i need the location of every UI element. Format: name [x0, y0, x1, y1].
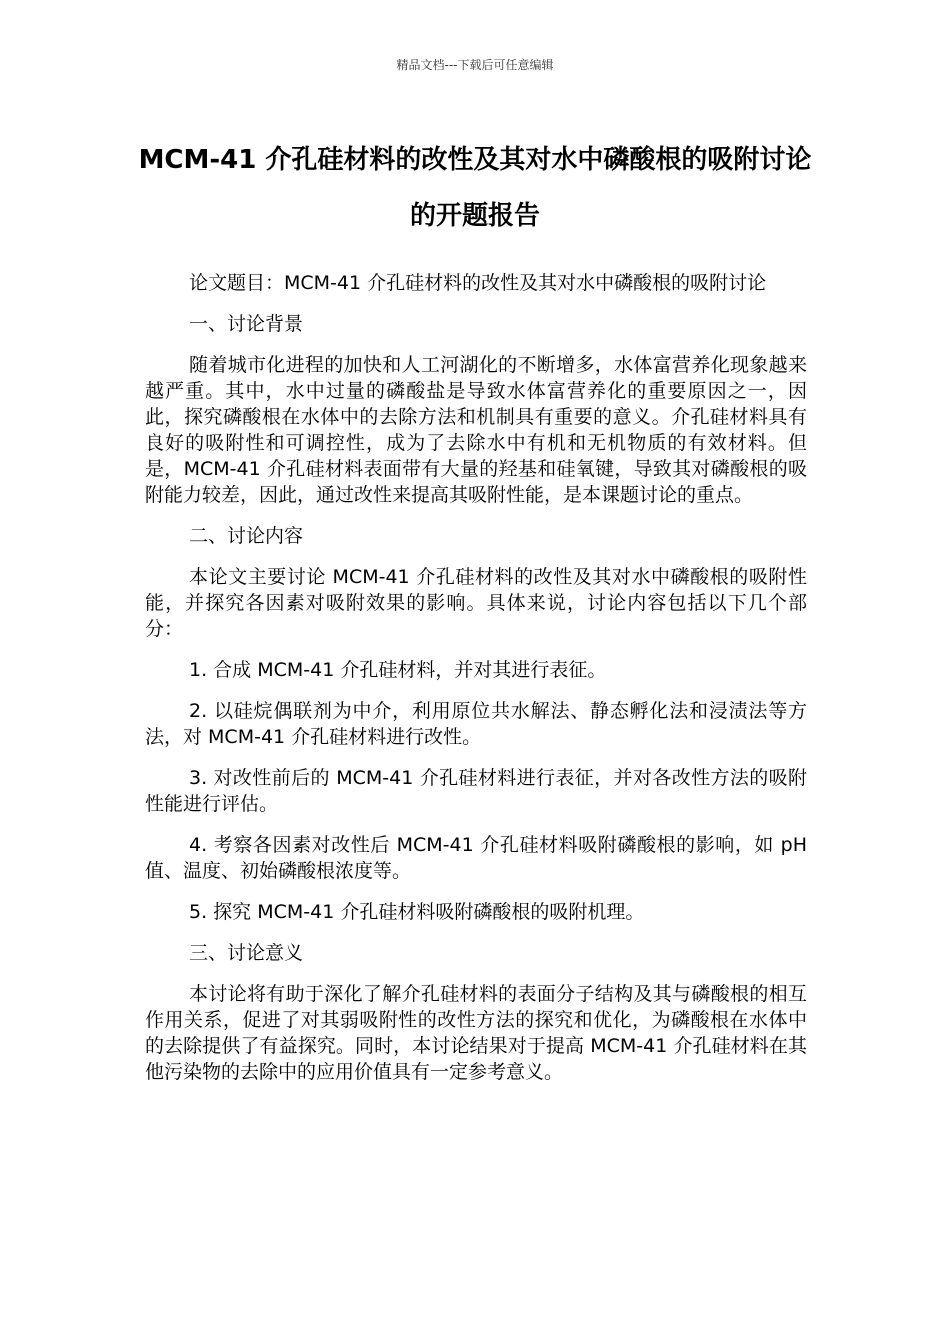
thesis-topic-paragraph: 论文题目：MCM-41 介孔硅材料的改性及其对水中磷酸根的吸附讨论	[189, 272, 767, 294]
content-item-5: 5. 探究 MCM-41 介孔硅材料吸附磷酸根的吸附机理。	[189, 901, 645, 923]
document-title: MCM-41 介孔硅材料的改性及其对水中磷酸根的吸附讨论的开题报告	[138, 145, 812, 231]
content-item-3: 3. 对改性前后的 MCM-41 介孔硅材料进行表征，并对各改性方法的吸附性能进行评估。	[145, 767, 807, 815]
content-item-1: 1. 合成 MCM-41 介孔硅材料，并对其进行表征。	[189, 659, 607, 681]
content-intro-paragraph: 本论文主要讨论 MCM-41 介孔硅材料的改性及其对水中磷酸根的吸附性能，并探究各因素对吸附效果的影响。具体来说，讨论内容包括以下几个部分：	[145, 566, 807, 640]
background-paragraph: 随着城市化进程的加快和人工河湖化的不断增多，水体富营养化现象越来越严重。其中，水中过量的磷酸盐是导致水体富营养化的重要原因之一，因此，探究磷酸根在水体中的去除方法和机制具有重要的意义。介孔硅材料具有良好的吸附性和可调控性，成为了去除水中有机和无机物质的有效材料。但是，MCM-41 介孔硅材料表面带有大量的羟基和硅氧键，导致其对磷酸根的吸附能力较差，因此，通过改性来提高其吸附性能，是本课题讨论的重点。	[145, 354, 807, 506]
significance-paragraph: 本讨论将有助于深化了解介孔硅材料的表面分子结构及其与磷酸根的相互作用关系，促进了对其弱吸附性的改性方法的探究和优化，为磷酸根在水体中的去除提供了有益探究。同时，本讨论结果对于提高 MCM-41 介孔硅材料在其他污染物的去除中的应用价值具有一定参考意义。	[145, 983, 807, 1083]
section-heading-background: 一、讨论背景	[189, 313, 304, 335]
section-heading-significance: 三、讨论意义	[189, 942, 304, 964]
document-body	[145, 270, 807, 1100]
header-note: 精品文档---下载后可任意编辑	[396, 58, 554, 72]
content-item-2: 2. 以硅烷偶联剂为中介，利用原位共水解法、静态孵化法和浸渍法等方法，对 MCM-41 介孔硅材料进行改性。	[145, 700, 807, 748]
section-heading-content: 二、讨论内容	[189, 525, 304, 547]
content-item-4: 4. 考察各因素对改性后 MCM-41 介孔硅材料吸附磷酸根的影响，如 pH 值、温度、初始磷酸根浓度等。	[145, 834, 807, 882]
